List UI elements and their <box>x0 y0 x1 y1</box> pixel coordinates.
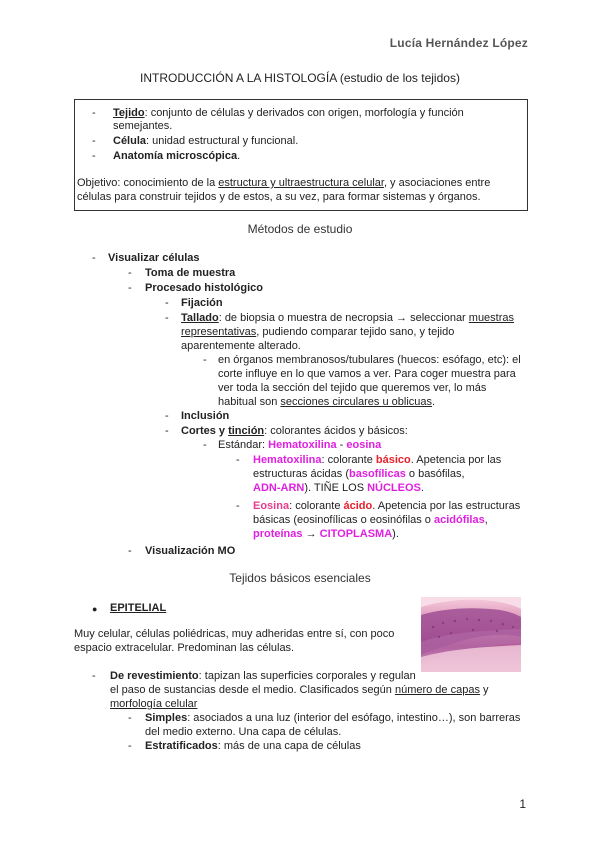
simples-line-2: del medio externo. Una capa de células. <box>145 726 342 738</box>
bullet-dash: - <box>236 500 240 512</box>
item-tallado: Tallado: de biopsia o muestra de necropsia → seleccionar muestras <box>181 312 515 324</box>
revest-line-2: el paso de sustancias desde el medio. Clasificados según número de capas y <box>110 684 489 696</box>
organos-line-3: ver toda la sección del tejido que queremos ver, lo más <box>218 382 487 394</box>
bullet-dash: - <box>128 545 132 557</box>
item-procesado: Procesado histológico <box>145 282 263 294</box>
bullet-dash: - <box>92 107 96 119</box>
organos-line-1: en órganos membranosos/tubulares (huecos: esófago, etc): el <box>218 354 521 366</box>
item-fijacion: Fijación <box>181 297 223 309</box>
page-number: 1 <box>519 797 526 811</box>
bullet-dash: - <box>92 670 96 682</box>
item-visualizacion: Visualización MO <box>145 545 236 557</box>
organos-line-4: habitual son secciones circulares u oblicuas. <box>218 396 436 408</box>
eos-line-2: básicas (eosinofílicas o eosinófilas o acidófilas, <box>253 514 488 526</box>
bullet-dash: - <box>92 252 96 264</box>
objetivo-line-2: células para construir tejidos y de estos, a su vez, para formar sistemas y órganos. <box>77 191 481 203</box>
bullet-dash: - <box>165 297 169 309</box>
simples-line-1: Simples: asociados a una luz (interior del esófago, intestino…), son barreras <box>145 712 521 724</box>
estrat-line-1: Estratificados: más de una capa de células <box>145 740 361 752</box>
bullet-dash: - <box>236 454 240 466</box>
hema-line-3: ADN-ARN). TIÑE LOS NÚCLEOS. <box>253 482 424 494</box>
item-cortes: Cortes y tinción: colorantes ácidos y básicos: <box>181 425 408 437</box>
bullet-dot: ● <box>92 604 98 614</box>
epitelial-desc-1: Muy celular, células poliédricas, muy adheridas entre sí, con poco <box>74 628 395 640</box>
bullet-dash: - <box>92 150 96 162</box>
author-name: Lucía Hernández López <box>389 36 528 50</box>
bullet-dash: - <box>128 712 132 724</box>
eos-line-3: proteínas → CITOPLASMA). <box>253 528 399 540</box>
bullet-dash: - <box>165 410 169 422</box>
hema-line-2: estructuras ácidas (basofílicas o basófilas, <box>253 468 465 480</box>
item-epitelial: EPITELIAL <box>110 602 167 614</box>
item-inclusion: Inclusión <box>181 410 230 422</box>
bullet-dash: - <box>165 312 169 324</box>
epitelial-desc-2: espacio extracelular. Predominan las células. <box>74 642 295 654</box>
hema-line-1: Hematoxilina: colorante básico. Apetencia por las <box>253 454 502 466</box>
def-celula: Célula: unidad estructural y funcional. <box>113 135 299 147</box>
bullet-dash: - <box>203 439 207 451</box>
document-title: INTRODUCCIÓN A LA HISTOLOGÍA (estudio de los tejidos) <box>140 71 460 85</box>
bullet-dash: - <box>203 354 207 366</box>
organos-line-2: corte influye en lo que vamos a ver. Para coger muestra para <box>218 368 516 380</box>
def-anatomia: Anatomía microscópica. <box>113 150 241 162</box>
heading-tejidos: Tejidos básicos esenciales <box>229 571 371 585</box>
eos-line-1: Eosina: colorante ácido. Apetencia por las estructuras <box>253 500 521 512</box>
item-visualizar: Visualizar células <box>108 252 200 264</box>
histology-image <box>421 597 521 672</box>
def-tejido-cont: semejantes. <box>113 120 173 132</box>
item-tallado-cont2: aparentemente alterado. <box>181 340 301 352</box>
heading-metodos: Métodos de estudio <box>247 222 353 236</box>
revest-line-1: De revestimiento: tapizan las superficies corporales y regulan <box>110 670 416 682</box>
revest-line-3: morfología celular <box>110 698 198 710</box>
bullet-dash: - <box>128 267 132 279</box>
item-toma: Toma de muestra <box>145 267 236 279</box>
objetivo-line-1: Objetivo: conocimiento de la estructura y ultraestructura celular, y asociaciones entre <box>77 177 491 189</box>
bullet-dash: - <box>128 740 132 752</box>
def-tejido: Tejido: conjunto de células y derivados con origen, morfología y función <box>113 107 464 119</box>
bullet-dash: - <box>128 282 132 294</box>
item-tallado-cont: representativas, pudiendo comparar tejido sano, y tejido <box>181 326 455 338</box>
bullet-dash: - <box>92 135 96 147</box>
bullet-dash: - <box>165 425 169 437</box>
item-estandar: Estándar: Hematoxilina - eosina <box>218 439 382 451</box>
